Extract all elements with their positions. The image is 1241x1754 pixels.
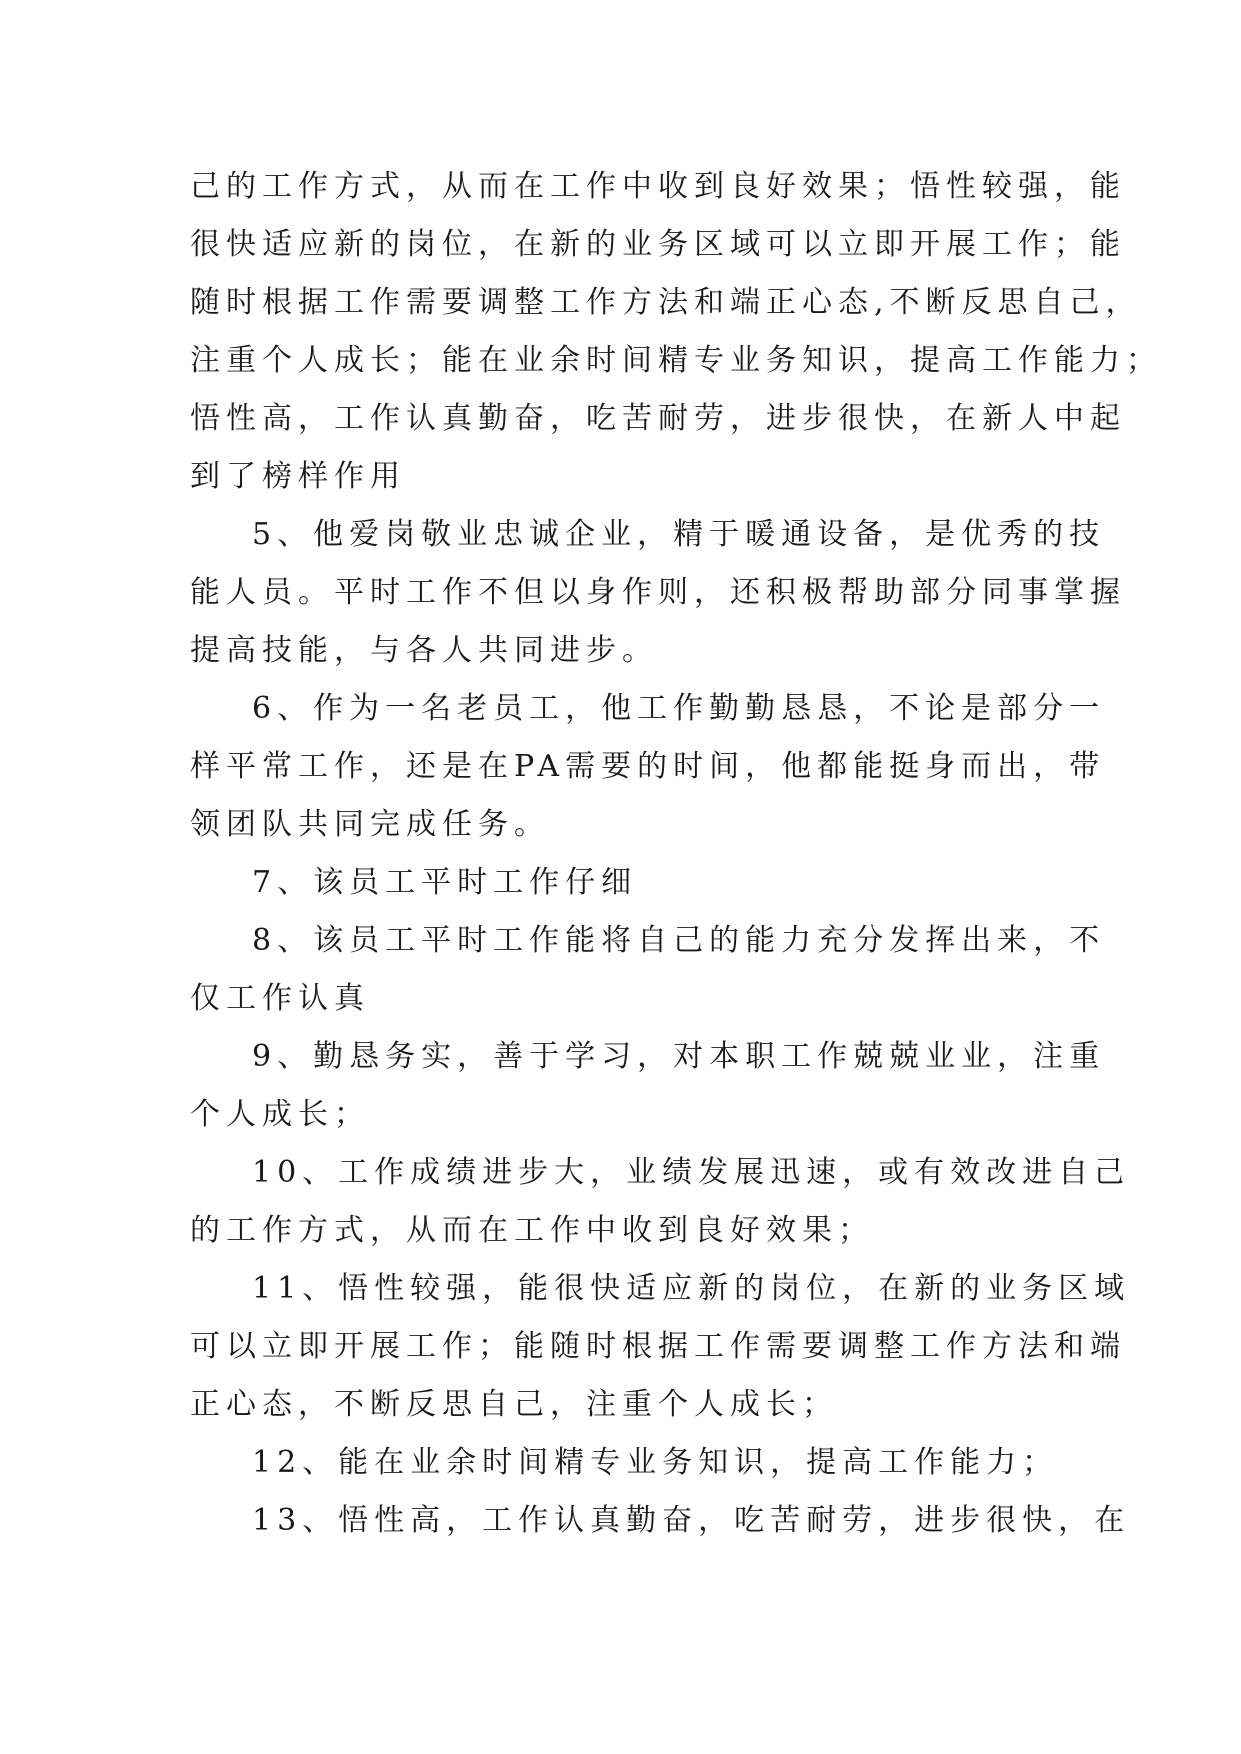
text-line: 的工作方式，从而在工作中收到良好效果； <box>190 1213 874 1248</box>
text-line: 提高技能，与各人共同进步。 <box>190 633 658 668</box>
document-body <box>190 158 1162 1550</box>
text-line: 悟性高，工作认真勤奋，吃苦耐劳，进步很快，在新人中起 <box>190 401 1126 436</box>
paragraph-5-start: 5、他爱岗敬业忠诚企业，精于暖通设备，是优秀的技 <box>252 517 1106 552</box>
paragraph-10-start: 10、工作成绩进步大，业绩发展迅速，或有效改进自己 <box>252 1155 1131 1190</box>
paragraph-9-start: 9、勤恳务实，善于学习，对本职工作兢兢业业，注重 <box>252 1039 1106 1074</box>
text-line: 很快适应新的岗位，在新的业务区域可以立即开展工作；能 <box>190 227 1126 262</box>
text-line: 己的工作方式，从而在工作中收到良好效果；悟性较强，能 <box>190 169 1126 204</box>
text-line: 仅工作认真 <box>190 981 370 1016</box>
text-line: 随时根据工作需要调整工作方法和端正心态,不断反思自己， <box>190 285 1142 320</box>
text-line: 能人员。平时工作不但以身作则，还积极帮助部分同事掌握 <box>190 575 1126 610</box>
paragraph-12-start: 12、能在业余时间精专业务知识，提高工作能力； <box>252 1445 1059 1480</box>
text-line: 正心态，不断反思自己，注重个人成长； <box>190 1387 838 1422</box>
paragraph-6-start: 6、作为一名老员工，他工作勤勤恳恳，不论是部分一 <box>252 691 1106 726</box>
paragraph-8-start: 8、该员工平时工作能将自己的能力充分发挥出来，不 <box>252 923 1106 958</box>
paragraph-7-start: 7、该员工平时工作仔细 <box>252 865 638 900</box>
text-line: 可以立即开展工作；能随时根据工作需要调整工作方法和端 <box>190 1329 1126 1364</box>
paragraph-11-start: 11、悟性较强，能很快适应新的岗位，在新的业务区域 <box>252 1271 1131 1306</box>
text-line: 注重个人成长；能在业余时间精专业务知识，提高工作能力； <box>190 343 1162 378</box>
text-line: 领团队共同完成任务。 <box>190 807 550 842</box>
text-line: 到了榜样作用 <box>190 459 406 494</box>
paragraph-13-start: 13、悟性高，工作认真勤奋，吃苦耐劳，进步很快，在 <box>252 1503 1131 1538</box>
text-line: 个人成长； <box>190 1097 370 1132</box>
text-line: 样平常工作，还是在PA需要的时间，他都能挺身而出，带 <box>190 749 1106 784</box>
